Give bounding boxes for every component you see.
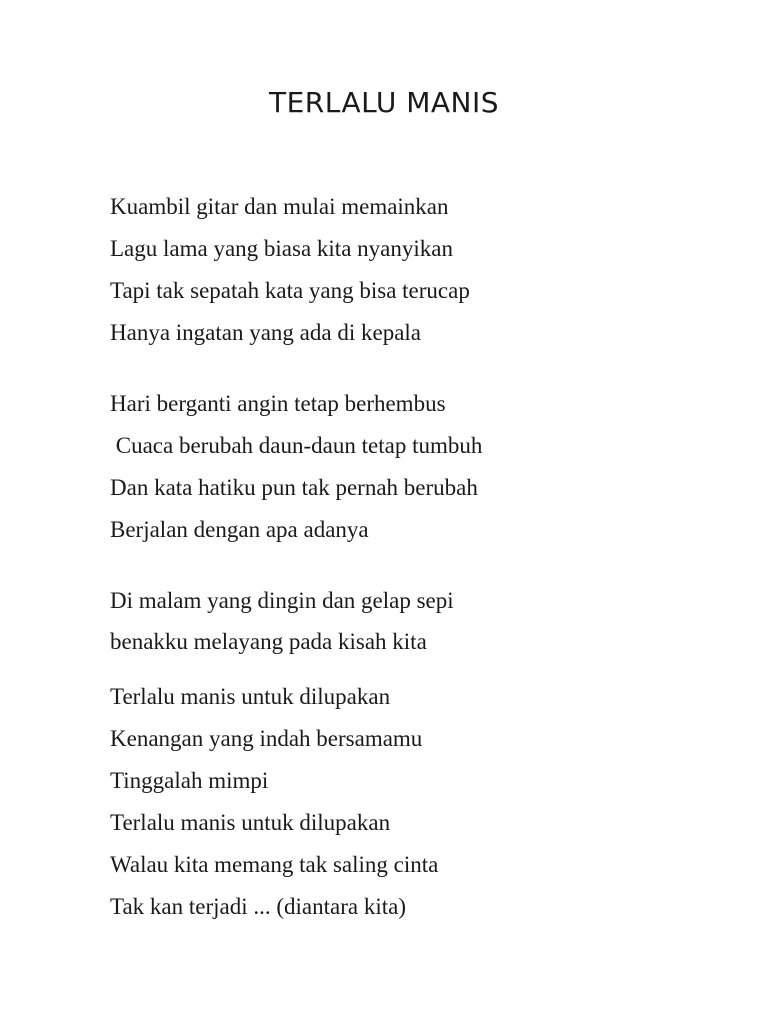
poem-title: TERLALU MANIS bbox=[268, 86, 500, 119]
poem-line: Walau kita memang tak saling cinta bbox=[110, 852, 439, 877]
poem-line: Cuaca berubah daun-daun tetap tumbuh bbox=[110, 433, 483, 458]
poem-line: Hanya ingatan yang ada di kepala bbox=[110, 320, 422, 345]
poem-line: Terlalu manis untuk dilupakan bbox=[110, 810, 391, 835]
poem-line: Hari berganti angin tetap berhembus bbox=[110, 391, 446, 416]
poem-line: Tak kan terjadi ... (diantara kita) bbox=[110, 894, 406, 919]
poem-line: benakku melayang pada kisah kita bbox=[110, 629, 427, 654]
poem-line: Tinggalah mimpi bbox=[110, 768, 269, 793]
poem-line: Kenangan yang indah bersamamu bbox=[110, 726, 423, 751]
poem-line: Tapi tak sepatah kata yang bisa terucap bbox=[110, 278, 470, 303]
poem-line: Dan kata hatiku pun tak pernah berubah bbox=[110, 475, 478, 500]
poem-line: Kuambil gitar dan mulai memainkan bbox=[110, 194, 449, 219]
poem-line: Lagu lama yang biasa kita nyanyikan bbox=[110, 236, 453, 261]
poem-line: Di malam yang dingin dan gelap sepi bbox=[110, 588, 454, 613]
poem-line: Berjalan dengan apa adanya bbox=[110, 517, 369, 542]
poem-line: Terlalu manis untuk dilupakan bbox=[110, 684, 391, 709]
